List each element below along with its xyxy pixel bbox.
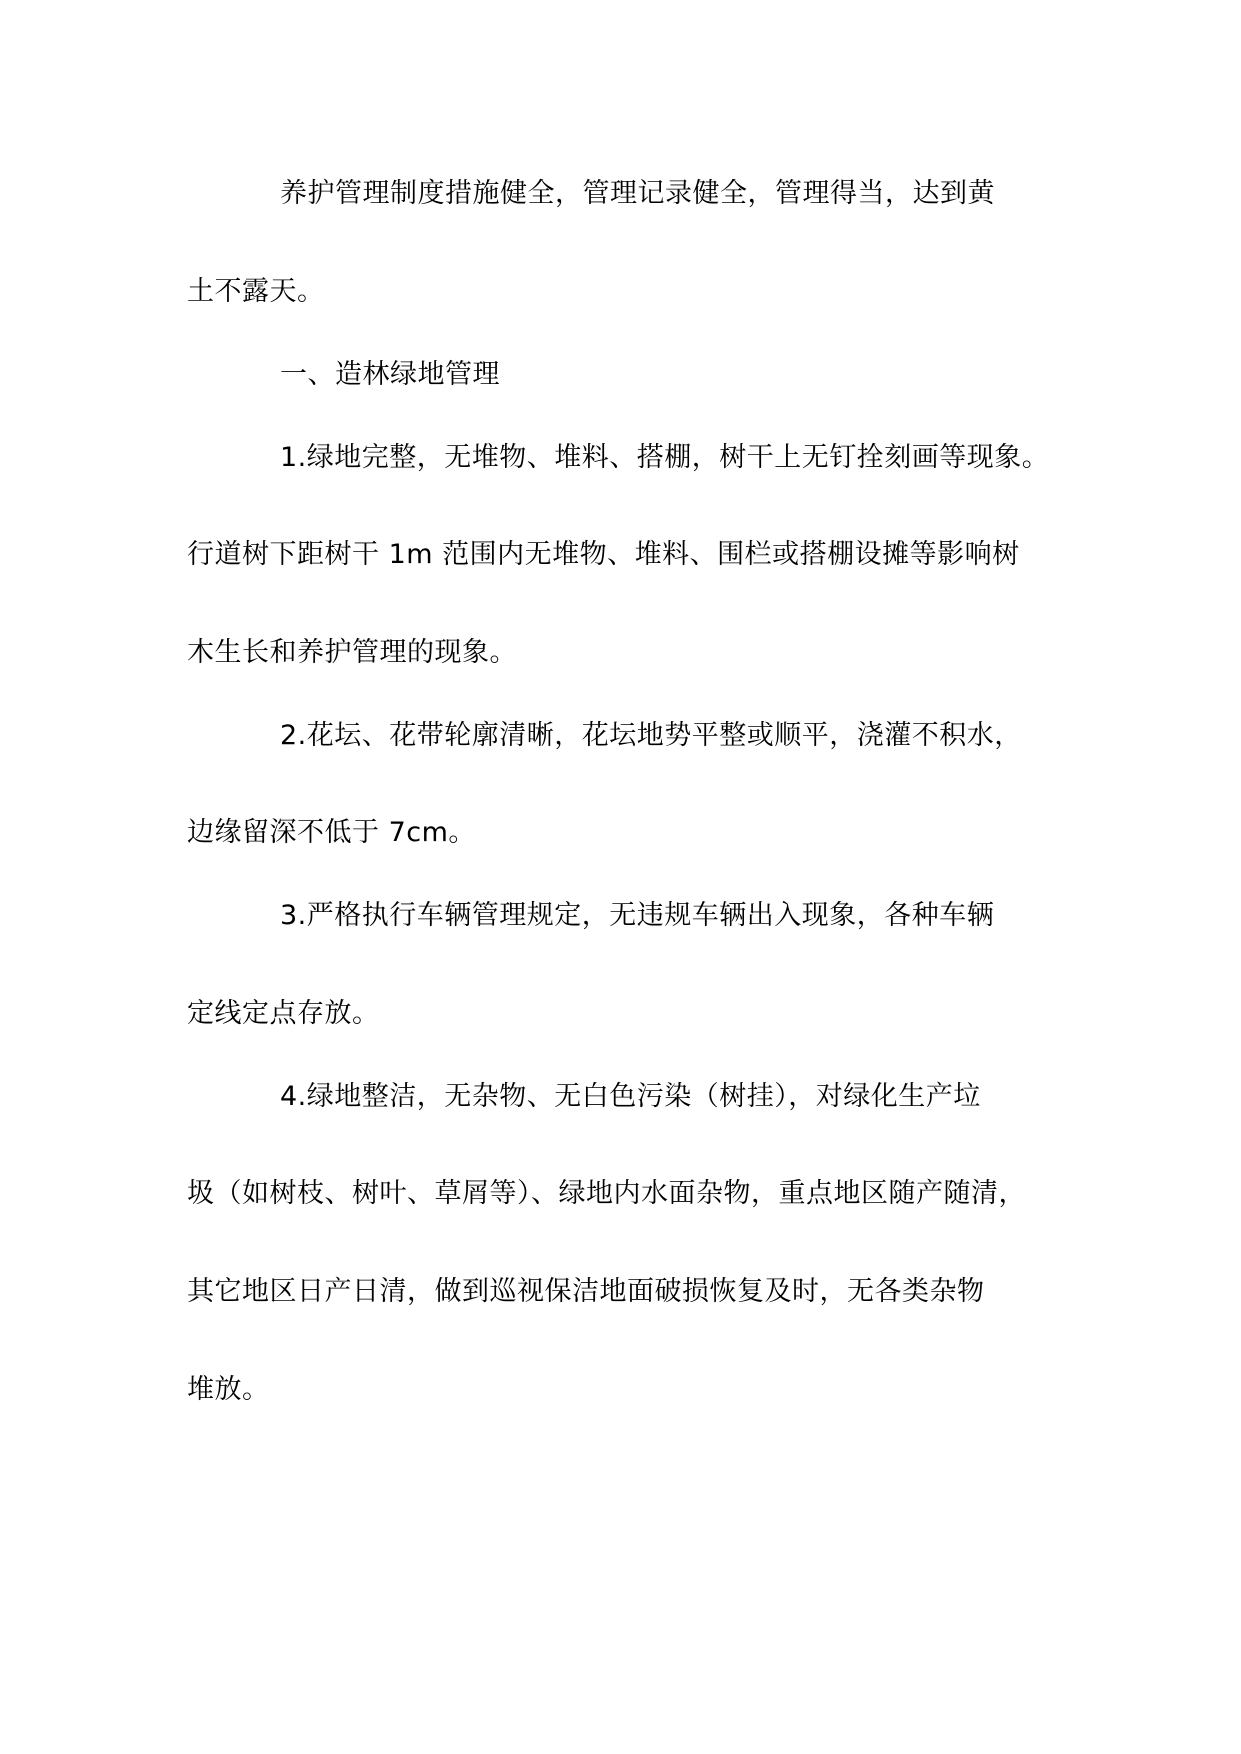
section-heading: 一、造林绿地管理 bbox=[280, 359, 500, 390]
paragraph-line: 4.绿地整洁，无杂物、无白色污染（树挂），对绿化生产垃 bbox=[280, 1081, 981, 1112]
paragraph-line: 其它地区日产日清，做到巡视保洁地面破损恢复及时，无各类杂物 bbox=[187, 1276, 985, 1307]
paragraph-line: 木生长和养护管理的现象。 bbox=[187, 637, 517, 668]
paragraph-line: 1.绿地完整，无堆物、堆料、搭棚，树干上无钉拴刻画等现象。 bbox=[280, 442, 1050, 473]
paragraph-line: 养护管理制度措施健全，管理记录健全，管理得当，达到黄 bbox=[280, 178, 995, 209]
paragraph-line: 定线定点存放。 bbox=[187, 998, 380, 1029]
paragraph-line: 堆放。 bbox=[187, 1374, 270, 1405]
paragraph-line: 行道树下距树干 1m 范围内无堆物、堆料、围栏或搭棚设摊等影响树 bbox=[187, 539, 1020, 570]
paragraph-line: 土不露天。 bbox=[187, 276, 325, 307]
paragraph-line: 圾（如树枝、树叶、草屑等）、绿地内水面杂物，重点地区随产随清， bbox=[187, 1178, 1026, 1209]
paragraph-line: 3.严格执行车辆管理规定，无违规车辆出入现象，各种车辆 bbox=[280, 900, 995, 931]
paragraph-line: 边缘留深不低于 7cm。 bbox=[187, 817, 476, 848]
paragraph-line: 2.花坛、花带轮廓清晰，花坛地势平整或顺平，浇灌不积水， bbox=[280, 720, 1022, 751]
